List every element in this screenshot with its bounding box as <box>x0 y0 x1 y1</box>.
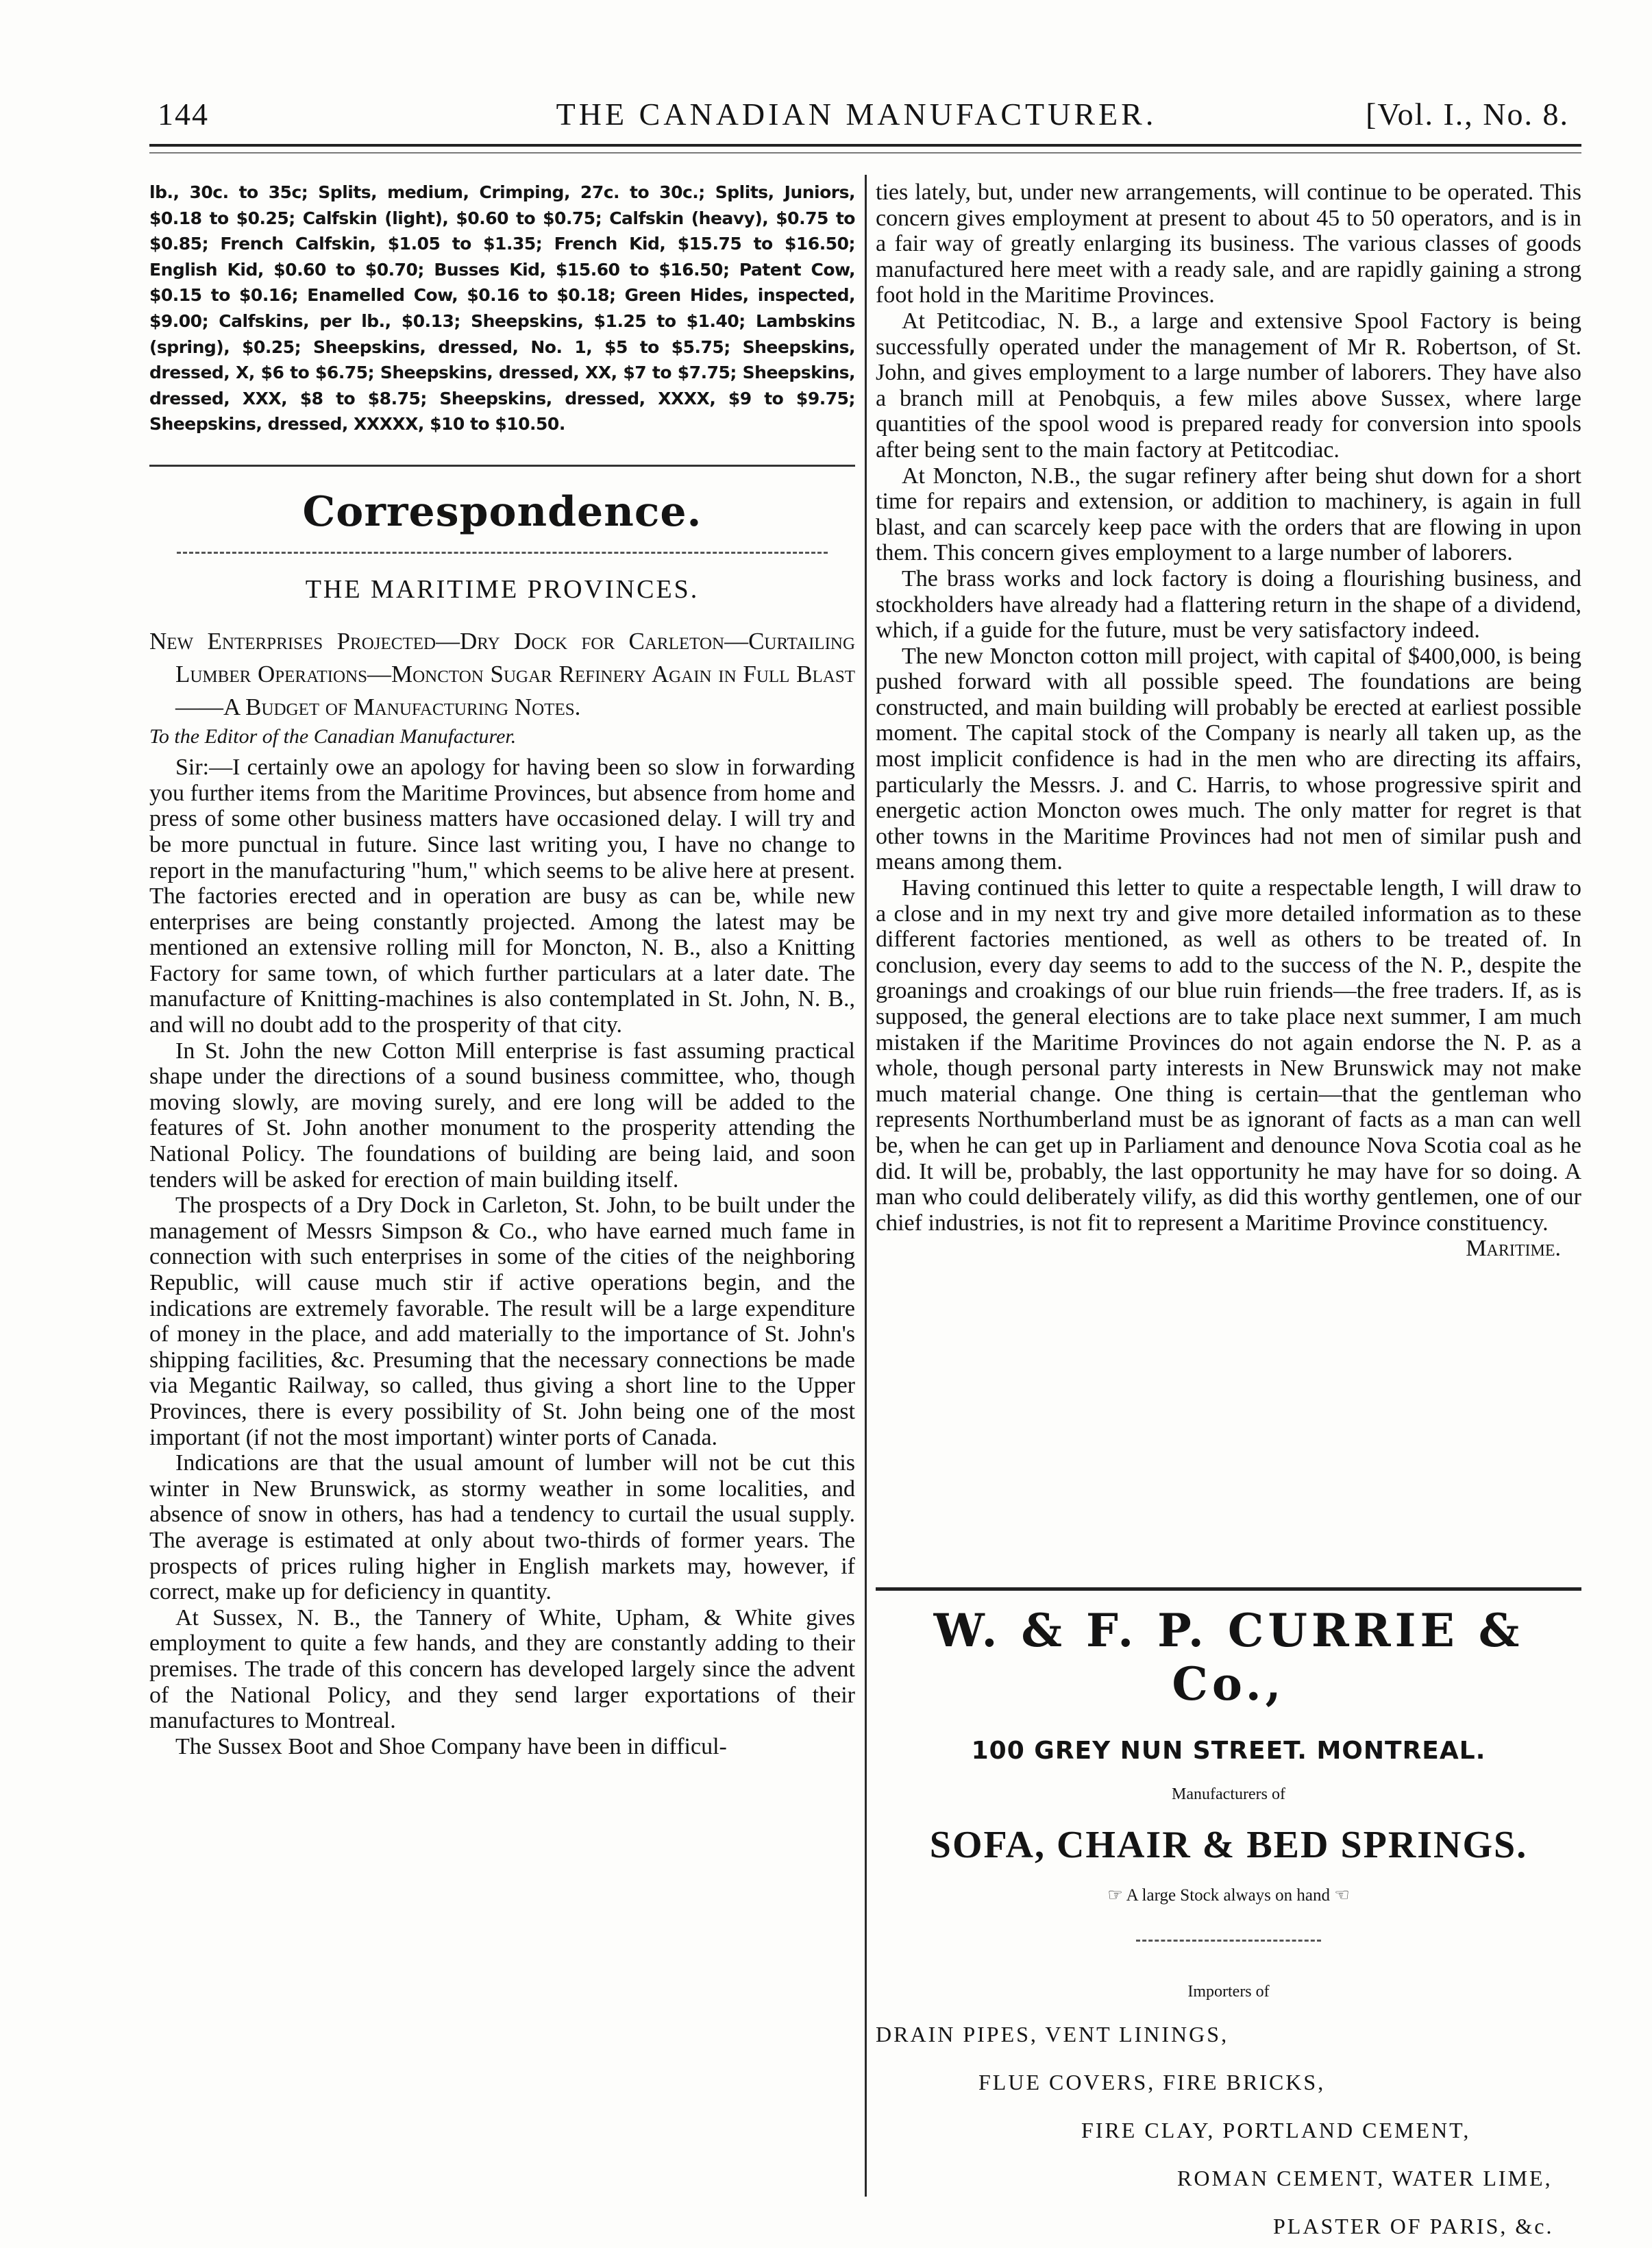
pointing-hand-icon: ☞ <box>1107 1886 1126 1905</box>
import-line: DRAIN PIPES, VENT LININGS, <box>876 2022 1229 2047</box>
article-subheading: New Enterprises Projected—Dry Dock for Carleton—Curtailing Lumber Operations—Moncton Sugar Refinery Again in Full Blast——A Budget of Manufacturing Notes. <box>149 627 855 720</box>
pointing-hand-icon: ☜ <box>1330 1886 1350 1905</box>
article-paragraph: Sir:—I certainly owe an apology for having been so slow in forwarding you further items from the Maritime Provinces, but absence from home and press of some other business matters have occasioned delay. I will try and be more punctual in future. Since last writing you, I have no change to report in the manufacturing "hum," which seems to be alive here at present. The factories erected and in operation are busy as can be, while new enterprises are being constantly projected. Among the latest may be mentioned an extensive rolling mill for Moncton, N. B., also a Knitting Factory for same town, of which further particulars at a later date. The manufacture of Knitting-machines is also contemplated in St. John, N. B., and will no doubt add to the prosperity of that city. <box>149 755 855 1038</box>
signature: Maritime. <box>1466 1236 1561 1262</box>
imports-list <box>876 2001 1581 2248</box>
manufacturers-label: Manufacturers of <box>1172 1785 1285 1803</box>
page-number: 144 <box>158 97 209 132</box>
currie-advertisement <box>876 1585 1581 2248</box>
import-line: FIRE CLAY, PORTLAND CEMENT, <box>1081 2118 1471 2142</box>
firm-name: W. & F. P. CURRIE & Co., <box>933 1604 1524 1711</box>
stock-note: ☞ A large Stock always on hand ☜ <box>1107 1886 1350 1905</box>
volume-label: [Vol. I., No. 8. <box>1366 97 1569 132</box>
article-paragraph: The brass works and lock factory is doing a flourishing business, and stockholders have already had a flattering return in the shape of a dividend, which, if a guide for the future, must be very satisfactory indeed. <box>876 565 1581 644</box>
product-line: SOFA, CHAIR & BED SPRINGS. <box>929 1824 1528 1866</box>
page-header <box>137 82 1576 137</box>
import-line: ROMAN CEMENT, WATER LIME, <box>1177 2166 1553 2190</box>
section-rule <box>149 465 855 467</box>
right-column <box>876 180 1581 1262</box>
article-paragraph: Indications are that the usual amount of lumber will not be cut this winter in New Brunswick, as stormy weather in some localities, and absence of snow in others, has had a tendency to curtail the usual supply. The average is estimated at only about two-thirds of former years. The prospects of prices ruling higher in English markets may, however, if correct, make up for deficiency in quantity. <box>149 1450 855 1605</box>
publication-title: THE CANADIAN MANUFACTURER. <box>556 97 1157 132</box>
article-paragraph: In St. John the new Cotton Mill enterprise is fast assuming practical shape under the directions of a sound business committee, who, though moving slowly, are moving surely, and ere long will be added to the features of St. John another monument to the prosperity attending the National Policy. The foundations of building are being laid, and soon tenders will be asked for erection of main building itself. <box>149 1038 855 1193</box>
dashed-rule <box>177 552 828 554</box>
article-paragraph: At Moncton, N.B., the sugar refinery after being shut down for a short time for repairs and extension, or addition to machinery, is again in full blast, and can scarcely keep pace with the orders that are flowing in upon them. This concern gives employment to a large number of laborers. <box>876 463 1581 566</box>
article-paragraph: Having continued this letter to quite a respectable length, I will draw to a close and in my next try and give more detailed information as to these different factories mentioned, as well as others to be treated of. In conclusion, every day seems to add to the success of the N. P., despite the groanings and croakings of our blue ruin friends—the free traders. If, as is supposed, the general elections are to take place next summer, I am much mistaken if the Maritime Provinces do not again endorse the N. P. as a whole, though personal party interests in New Brunswick may not make much material change. One thing is certain—that the gentleman who represents Northumberland must be as ignorant of facts as a man can well be, when he can get up in Parliament and denounce Nova Scotia coal as he did. It will be, probably, the last opportunity he may have for so doing. A man who could deliberately vilify, as did this worthy gentlemen, one of our chief industries, is not fit to represent a Maritime Province constituency. <box>876 875 1581 1236</box>
header-rule-thin <box>149 152 1581 154</box>
column-divider <box>865 175 867 2197</box>
section-heading: Correspondence. <box>302 487 702 536</box>
article-paragraph: ties lately, but, under new arrangements, will continue to be operated. This concern gives employment at present to about 45 to 50 operators, and is in a fair way of greatly enlarging its business. The various classes of goods manufactured here meet with a ready sale, and are rapidly gaining a strong foot hold in the Maritime Provinces. <box>876 180 1581 308</box>
import-line: FLUE COVERS, FIRE BRICKS, <box>978 2070 1326 2094</box>
header-rule <box>149 144 1581 147</box>
import-line: PLASTER OF PARIS, &c. <box>1273 2214 1554 2238</box>
importers-label: Importers of <box>1187 1983 1270 2001</box>
article-paragraph: The new Moncton cotton mill project, with capital of $400,000, is being pushed forward with all possible speed. The foundations are being constructed, and main building will probably be erected at earliest possible moment. The capital stock of the Company is nearly all taken up, as the most implicit confidence is had in the men who are directing its affairs, particularly the Messrs. J. and C. Harris, to whose progressive spirit and energetic action Moncton owes much. The only matter for regret is that other towns in the Maritime Provinces had not men of similar push and means among them. <box>876 643 1581 875</box>
article-paragraph: At Sussex, N. B., the Tannery of White, Upham, & White gives employment to quite a few hands, and they are constantly adding to their premises. The trade of this concern has developed largely since the advent of the National Policy, and they send larger exportations of their manufactures to Montreal. <box>149 1604 855 1734</box>
leather-prices: lb., 30c. to 35c; Splits, medium, Crimping, 27c. to 30c.; Splits, Juniors, $0.18 to $0.25; Calfskin (light), $0.60 to $0.75; Calfskin (heavy), $0.75 to $0.85; French Calfskin, $1.05 to $1.35; French Kid, $15.75 to $16.50; English Kid, $0.60 to $0.70; Busses Kid, $15.60 to $16.50; Patent Cow, $0.15 to $0.16; Enamelled Cow, $0.16 to $0.18; Green Hides, inspected, $9.00; Calfskins, per lb., $0.13; Sheepskins, $1.25 to $1.40; Lambskins (spring), $0.25; Sheepskins, dressed, No. 1, $5 to $5.75; Sheepskins, dressed, X, $6 to $6.75; Sheepskins, dressed, XX, $7 to $7.75; Sheepskins, dressed, XXX, $8 to $8.75; Sheepskins, dressed, XXXX, $9 to $9.75; Sheepskins, dressed, XXXXX, $10 to $10.50. <box>149 182 855 435</box>
ad-dashed-rule <box>1136 1940 1321 1942</box>
left-column <box>149 180 855 1759</box>
article-paragraph: At Petitcodiac, N. B., a large and extensive Spool Factory is being successfully operated under the management of Mr R. Robertson, of St. John, and gives employment to a large number of laborers. They have also a branch mill at Penobquis, a few miles above Sussex, where large quantities of the spool wood is prepared ready for conversion into spools after being sent to the main factory at Petitcodiac. <box>876 308 1581 463</box>
firm-address: 100 GREY NUN STREET. MONTREAL. <box>971 1737 1486 1765</box>
article-title: THE MARITIME PROVINCES. <box>305 574 700 604</box>
salutation: To the Editor of the Canadian Manufacturer. <box>149 724 517 748</box>
article-paragraph: The Sussex Boot and Shoe Company have been in difficul- <box>175 1733 727 1759</box>
article-paragraph: The prospects of a Dry Dock in Carleton, St. John, to be built under the management of Messrs Simpson & Co., who have earned much fame in connection with such enterprises in some of the cities of the neighboring Republic, will cause much stir if active operations begin, and the indications are extremely favorable. The result will be a large expenditure of money in the place, and add materially to the importance of St. John's shipping facilities, &c. Presuming that the necessary connections be made via Megantic Railway, so called, thus giving a short line to the Upper Provinces, there is every possibility of St. John being one of the most important (if not the most important) winter ports of Canada. <box>149 1193 855 1450</box>
